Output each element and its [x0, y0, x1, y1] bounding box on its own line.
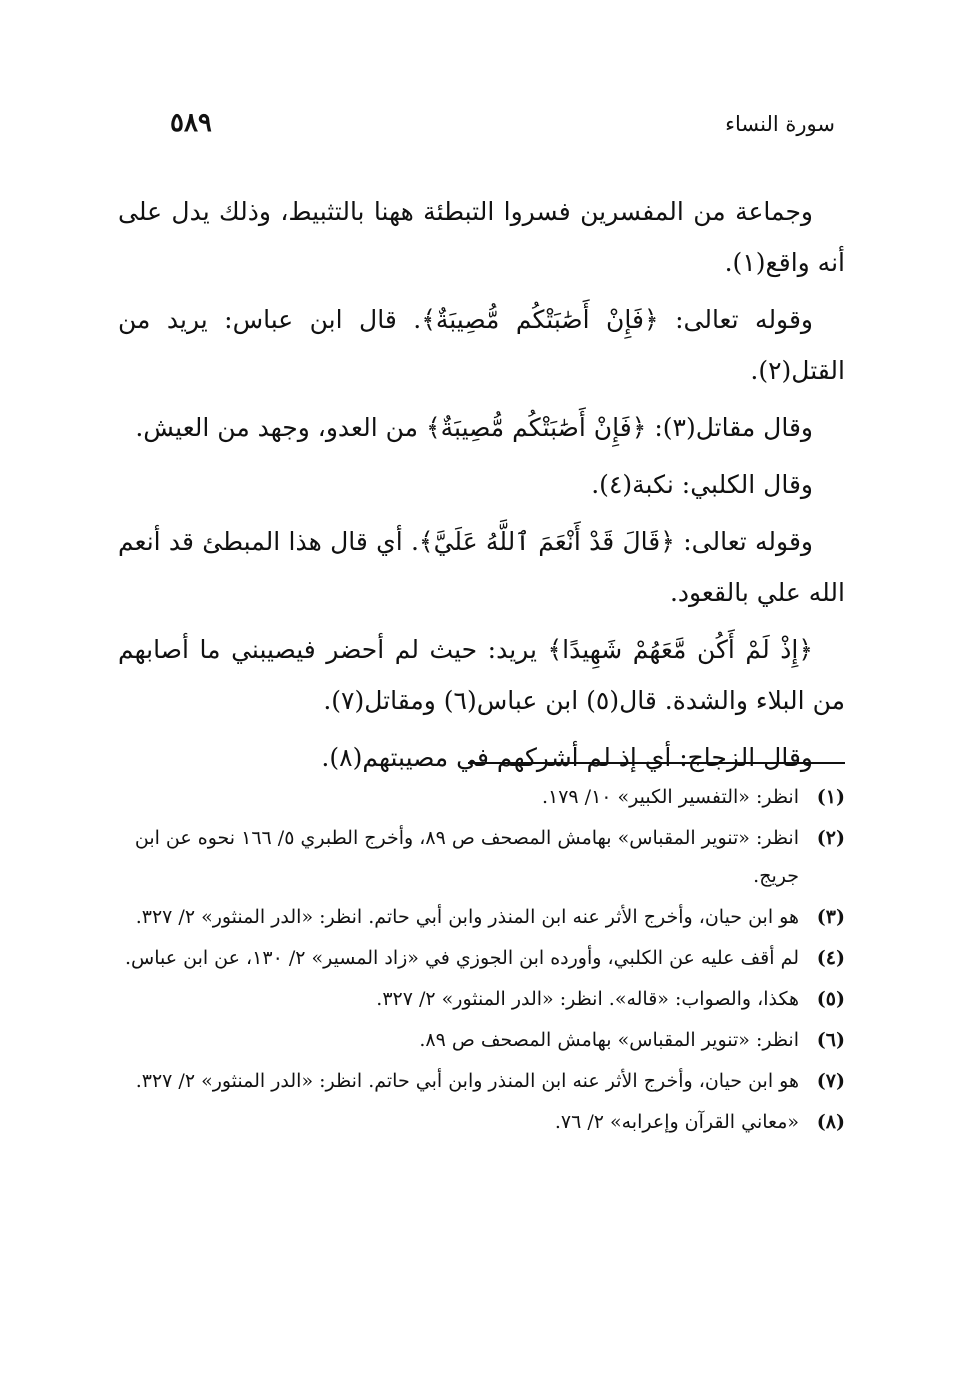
footnote: [118, 939, 845, 977]
footnote-text: هو ابن حيان، وأخرج الأثر عنه ابن المنذر وابن أبي حاتم. انظر: «الدر المنثور» ٢/ ٣٢٧.: [135, 1070, 799, 1092]
surah-title: سورة النساء: [725, 112, 835, 136]
paragraph: وقال مقاتل(٣): ﴿فَإِنْ أَصَٰبَتْكُم مُّصِيبَةٌ﴾ من العدو، وجهد من العيش.: [135, 413, 813, 442]
paragraph: وقوله تعالى: ﴿قَالَ قَدْ أَنْعَمَ ٱللَّهُ عَلَيَّ﴾. أي قال هذا المبطئ قد أنعم الله علي بالقعود.: [118, 527, 845, 607]
paragraph: وقال الزجاج: أي إذ لم أشركهم في مصيبتهم(٨).: [321, 743, 813, 772]
page-header: [170, 108, 835, 148]
footnote-number: (٨): [816, 1111, 845, 1133]
footnote-text: «معاني القرآن وإعرابه» ٢/ ٧٦.: [554, 1111, 799, 1133]
paragraph: وقال الكلبي: نكبة(٤).: [591, 470, 813, 499]
footnote-number: (٧): [816, 1070, 845, 1092]
footnote-number: (٦): [816, 1029, 845, 1051]
paragraph: وجماعة من المفسرين فسروا التبطئة ههنا بالتثبيط، وذلك يدل على أنه واقع(١).: [118, 197, 845, 277]
main-text: [118, 186, 845, 789]
page-number: ٥٨٩: [170, 108, 212, 138]
footnote-divider: [468, 762, 845, 764]
paragraph: وقوله تعالى: ﴿فَإِنْ أَصَٰبَتْكُم مُّصِيبَةٌ﴾. قال ابن عباس: يريد من القتل(٢).: [118, 305, 845, 385]
footnote-number: (١): [816, 786, 845, 808]
footnote: [118, 898, 845, 936]
footnote-number: (٣): [816, 906, 845, 928]
footnote-text: انظر: «تنوير المقباس» بهامش المصحف ص ٨٩، وأخرج الطبري ٥/ ١٦٦ نحوه عن ابن جريج.: [134, 827, 799, 887]
footnote: [118, 1021, 845, 1059]
footnote-number: (٥): [816, 988, 845, 1010]
footnote-text: هو ابن حيان، وأخرج الأثر عنه ابن المنذر وابن أبي حاتم. انظر: «الدر المنثور» ٢/ ٣٢٧.: [135, 906, 799, 928]
footnote: [118, 778, 845, 816]
footnote-text: لم أقف عليه عن الكلبي، وأورده ابن الجوزي في «زاد المسير» ٢/ ١٣٠، عن ابن عباس.: [124, 947, 799, 969]
footnote-number: (٤): [816, 947, 845, 969]
footnote-number: (٢): [816, 827, 845, 849]
footnote: [118, 980, 845, 1018]
footnote-text: انظر: «تنوير المقباس» بهامش المصحف ص ٨٩.: [419, 1029, 799, 1051]
paragraph: ﴿إِذْ لَمْ أَكُن مَّعَهُمْ شَهِيدًا﴾ يريد: حيث لم أحضر فيصيبني ما أصابهم من البلاء والشدة. قال(٥) ابن عباس(٦) ومقاتل(٧).: [118, 635, 845, 715]
footnote-text: هكذا، والصواب: «قاله». انظر: «الدر المنثور» ٢/ ٣٢٧.: [376, 988, 799, 1010]
footnotes: [118, 778, 845, 1144]
footnote: [118, 819, 845, 895]
footnote-text: انظر: «التفسير الكبير» ١٠/ ١٧٩.: [541, 786, 799, 808]
footnote: [118, 1062, 845, 1100]
footnote: [118, 1103, 845, 1141]
